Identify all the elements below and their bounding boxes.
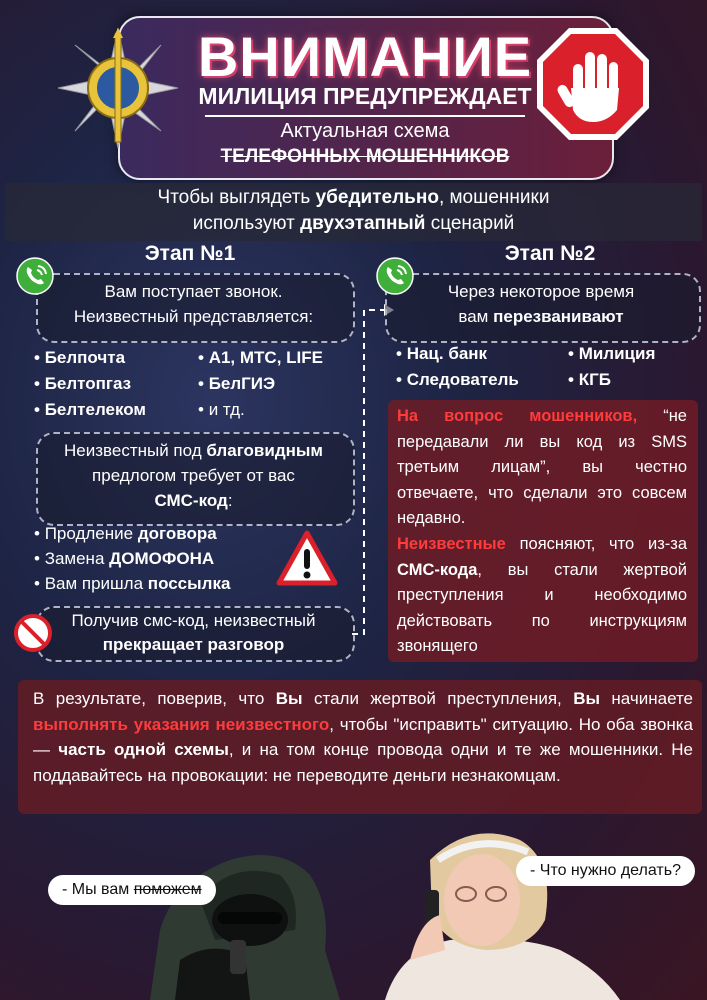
list-item: • А1, МТС, LIFE xyxy=(198,348,323,367)
victim-speech-bubble: - Что нужно делать? xyxy=(516,856,695,886)
stage1-end-line-1: Получив смс-код, неизвестный xyxy=(71,611,316,630)
list-item: • КГБ xyxy=(568,370,611,389)
list-item: • Нац. банк xyxy=(396,344,488,363)
list-item: • Белтелеком xyxy=(34,400,146,419)
list-item: • и тд. xyxy=(198,400,245,419)
result-paragraph: В результате, поверив, что Вы стали жертвой преступления, Вы начинаете выполнять указания неизвестного, чтобы "исправить" ситуацию. Но оба звонка — часть одной схемы, и на том конце провода одни и те же мошенники. Не поддавайтесь на провокации: не переводите деньги незнакомцам. xyxy=(33,689,694,785)
illustration-scene xyxy=(0,820,707,1000)
list-item: • Замена ДОМОФОНА xyxy=(34,549,215,568)
list-item: • Белпочта xyxy=(34,348,126,367)
stage1-call-line-2: Неизвестный представляется: xyxy=(73,307,314,326)
list-item: • Белтопгаз xyxy=(34,374,132,393)
stage2-paragraph-1: На вопрос мошенников, “не передавали ли вы код из SMS третьим лицам”, вы честно отвечаете, что сделали это совсем недавно. xyxy=(397,407,687,527)
stage2-title: Этап №2 xyxy=(504,242,596,265)
stage1-title: Этап №1 xyxy=(144,242,236,265)
intro-line-2: используют двухэтапный сценарий xyxy=(192,213,515,234)
stage1-call-line-1: Вам поступает звонок. xyxy=(104,282,283,301)
stage1-demand-line-2: предлогом требует от вас xyxy=(92,466,295,485)
list-item: • Вам пришла поссылка xyxy=(34,574,231,593)
stage1-pretexts xyxy=(34,524,284,599)
stage2-orgs-right xyxy=(568,344,698,396)
stage1-orgs-left xyxy=(34,348,204,426)
header-title: ВНИМАНИЕ xyxy=(197,25,533,88)
list-item: • БелГИЭ xyxy=(198,374,276,393)
warning-triangle-icon xyxy=(276,530,338,586)
header-frauds-label: ТЕЛЕФОННЫХ МОШЕННИКОВ xyxy=(220,146,510,167)
header-subtitle: МИЛИЦИЯ ПРЕДУПРЕЖДАЕТ xyxy=(198,83,532,109)
stage1-demand-line-3: СМС-код: xyxy=(154,491,233,510)
list-item: • Следователь xyxy=(396,370,519,389)
list-item: • Продление договора xyxy=(34,524,217,543)
phone-call-icon xyxy=(16,257,54,295)
stage2-call-line-2: вам перезванивают xyxy=(458,307,624,326)
stage2-paragraph-2: Неизвестные поясняют, что из-за СМС-кода, вы стали жертвой преступления и необходимо действовать по инструкциям звонящего xyxy=(397,535,687,655)
header-scheme-label: Актуальная схема xyxy=(280,120,450,142)
list-item: • Милиция xyxy=(568,344,656,363)
phone-call-icon xyxy=(376,257,414,295)
scammer-speech-bubble: - Мы вам поможем xyxy=(48,875,216,905)
stage1-demand-line-1: Неизвестный под благовидным xyxy=(64,441,323,460)
stage2-orgs-left xyxy=(396,344,566,396)
forbidden-icon xyxy=(14,614,52,652)
stage1-end-line-2: прекращает разговор xyxy=(102,635,285,654)
stop-hand-icon xyxy=(535,26,651,142)
header-divider xyxy=(205,115,525,117)
intro-line-1: Чтобы выглядеть убедительно, мошенники xyxy=(157,187,550,208)
stage1-orgs-right xyxy=(198,348,358,426)
stage2-call-line-1: Через некоторое время xyxy=(447,282,635,301)
